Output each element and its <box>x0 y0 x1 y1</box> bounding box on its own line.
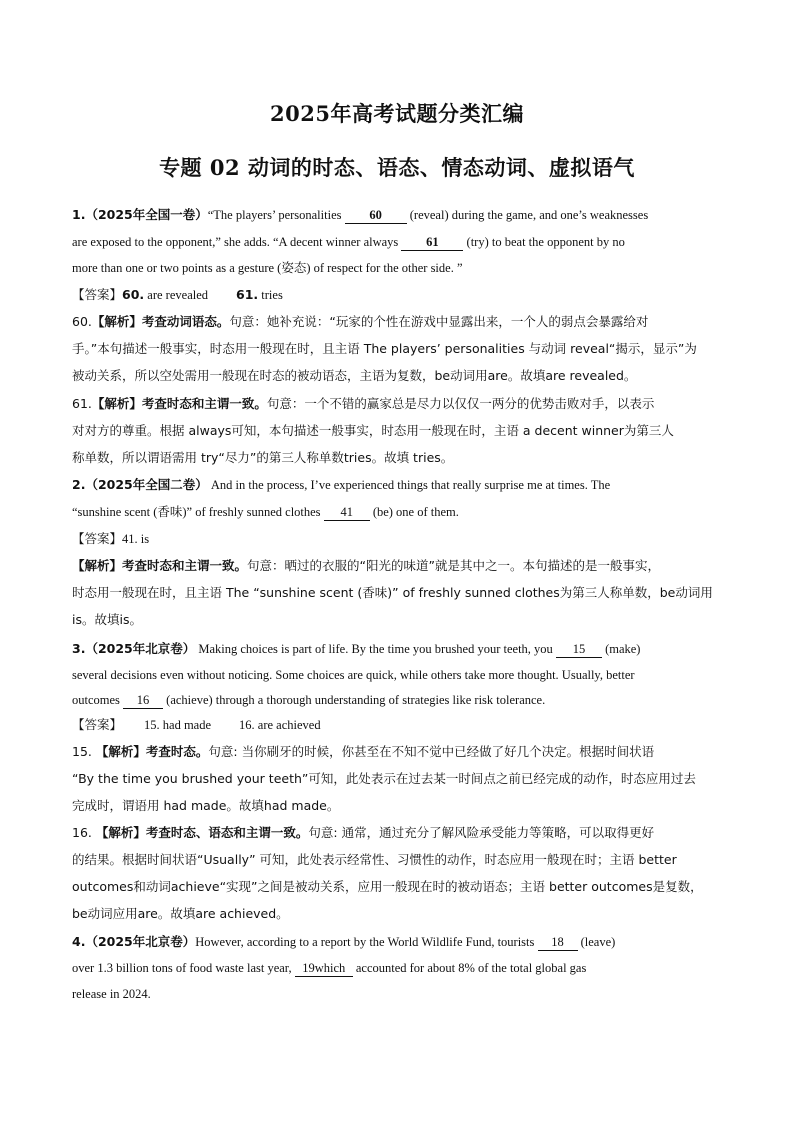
q3-explain-16-line-4: be动词应用are。故填are achieved。 <box>72 906 289 921</box>
q4-line-2: over 1.3 billion tons of food waste last year, 19which accounted for about 8% of the total global gas <box>72 961 587 975</box>
q1-answer: 【答案】60. are revealed 61. tries <box>72 287 283 302</box>
q4-source: 4.（2025年北京卷） <box>72 934 196 949</box>
q3-line-1: 3.（2025年北京卷） Making choices is part of life. By the time you brushed your teeth, you 15 (make) <box>72 641 641 656</box>
q1-line-3: more than one or two points as a gesture (姿态) of respect for the other side. ” <box>72 261 463 275</box>
q2-source: 2.（2025年全国二卷） <box>72 477 208 492</box>
q3-explain-15-line-1: 15. 【解析】考查时态。句意: 当你刷牙的时候，你甚至在不知不觉中已经做了好几个决定。根据时间状语 <box>72 744 655 759</box>
q2-line-1: 2.（2025年全国二卷） And in the process, I’ve experienced things that really surprise me at times. The <box>72 477 611 492</box>
q3-explain-16-line-1: 16. 【解析】考查时态、语态和主谓一致。句意: 通常，通过充分了解风险承受能力等策略，可以取得更好 <box>72 825 655 840</box>
q1-explain-61-line-1: 61.【解析】考查时态和主谓一致。句意：一个不错的赢家总是尽力以仅仅一两分的优势击败对手，以表示 <box>72 396 655 411</box>
blank-41: 41 <box>324 505 370 521</box>
blank-15: 15 <box>556 642 602 658</box>
blank-16: 16 <box>123 693 163 709</box>
q3-line-3: outcomes 16 (achieve) through a thorough understanding of strategies like risk tolerance. <box>72 693 546 707</box>
q1-line-2: are exposed to the opponent,” she adds. “A decent winner always 61 (try) to beat the opponent by no <box>72 235 625 249</box>
q1-explain-61-line-2: 对对方的尊重。根据 always可知，本句描述一般事实，时态用一般现在时，主语 a decent winner为第三人 <box>72 423 674 438</box>
blank-61: 61 <box>401 235 463 251</box>
blank-18: 18 <box>538 935 578 951</box>
q3-answer: 【答案】 15. had made 16. are achieved <box>72 717 321 732</box>
q3-explain-15-line-2: “By the time you brushed your teeth”可知，此处表示在过去某一时间点之前已经完成的动作，时态应用过去 <box>72 771 696 786</box>
q3-explain-15-line-3: 完成时，谓语用 had made。故填had made。 <box>72 798 340 813</box>
q1-explain-60-line-1: 60.【解析】考查动词语态。句意：她补充说：“玩家的个性在游戏中显露出来，一个人的弱点会暴露给对 <box>72 314 649 329</box>
q4-line-3: release in 2024. <box>72 987 151 1001</box>
q2-explain-line-1: 【解析】考查时态和主谓一致。句意：晒过的衣服的“阳光的味道”就是其中之一。本句描述的是一般事实， <box>72 558 660 573</box>
page-subtitle: 专题 02 动词的时态、语态、情态动词、虚拟语气 <box>159 155 635 180</box>
blank-19: 19which <box>295 961 353 977</box>
q3-line-2: several decisions even without noticing. Some choices are quick, while others take more thought. Usually, better <box>72 668 635 682</box>
q3-explain-16-line-2: 的结果。根据时间状语“Usually” 可知，此处表示经常性、习惯性的动作，时态应用一般现在时；主语 better <box>72 852 677 867</box>
q3-explain-16-line-3: outcomes和动词achieve“实现”之间是被动关系，应用一般现在时的被动语态；主语 better outcomes是复数， <box>72 879 703 894</box>
page-title: 2025年高考试题分类汇编 <box>270 101 524 126</box>
q1-source: 1.（2025年全国一卷） <box>72 207 208 222</box>
q1-explain-60-line-3: 被动关系，所以空处需用一般现在时态的被动语态，主语为复数，be动词用are。故填are revealed。 <box>72 368 637 383</box>
q2-answer: 【答案】41. is <box>72 531 150 546</box>
blank-60: 60 <box>345 208 407 224</box>
q1-line-1: 1.（2025年全国一卷）“The players’ personalities 60 (reveal) during the game, and one’s weaknesses <box>72 207 649 222</box>
q4-line-1: 4.（2025年北京卷）However, according to a report by the World Wildlife Fund, tourists 18 (leave) <box>72 934 616 949</box>
q1-explain-61-line-3: 称单数，所以谓语需用 try“尽力”的第三人称单数tries。故填 tries。 <box>72 450 454 465</box>
q3-source: 3.（2025年北京卷） <box>72 641 196 656</box>
q2-explain-line-2: 时态用一般现在时，且主语 The “sunshine scent (香味)” of freshly sunned clothes为第三人称单数，be动词用 <box>72 585 713 600</box>
q2-explain-line-3: is。故填is。 <box>72 612 142 627</box>
q2-line-2: “sunshine scent (香味)” of freshly sunned clothes 41 (be) one of them. <box>72 505 459 519</box>
q1-explain-60-line-2: 手。”本句描述一般事实，时态用一般现在时，且主语 The players’ personalities 与动词 reveal“揭示，显示”为 <box>72 341 697 356</box>
